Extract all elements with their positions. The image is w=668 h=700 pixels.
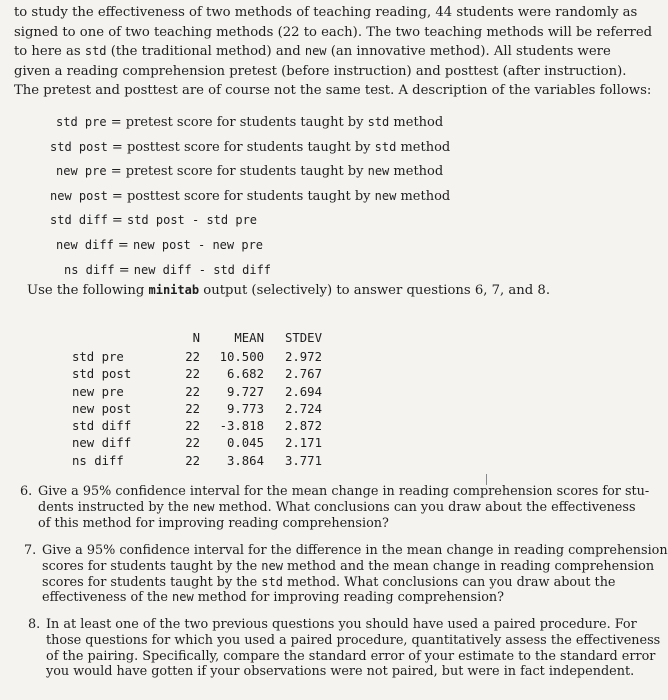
intro-paragraph <box>14 3 653 101</box>
question-6: 6. Give a 95% confidence interval for the mean change in reading comprehension scores for stu- dents instructed by the new method. What conclusions can you draw about the effectiveness of this method for improving reading comprehension? <box>20 484 650 531</box>
table-row: new diff 22 0.045 2.171 <box>72 436 322 451</box>
question-7: 7. Give a 95% confidence interval for the difference in the mean change in reading comprehension scores for students taught by the new method and the mean change in reading comprehension scores for students taught by the std method. What conclusions can you draw about the effectiveness of the new method for improving reading comprehension? <box>24 543 668 606</box>
intro-line: given a reading comprehension pretest (before instruction) and posttest (after instruction). <box>14 63 627 79</box>
intro-line: signed to one of two teaching methods (22 to each). The two teaching methods will be referred <box>14 24 653 40</box>
column-header: STDEV <box>284 331 322 345</box>
table-header-row <box>72 330 322 349</box>
instructions-line: Use the following minitab output (selectively) to answer questions 6, 7, and 8. <box>27 283 551 298</box>
table-row: ns diff 22 3.864 3.771 <box>72 453 322 468</box>
table-row: std pre 22 10.500 2.972 <box>72 350 322 364</box>
column-header: N <box>192 331 200 345</box>
table-row: new pre 22 9.727 2.694 <box>72 384 322 399</box>
column-header: MEAN <box>234 331 264 345</box>
variable-definition: std diff = std post - std pre <box>50 213 258 229</box>
intro-line: to here as std (the traditional method) and new (an innovative method). All students were <box>14 44 611 59</box>
table-row: new post 22 9.773 2.724 <box>72 401 322 416</box>
variable-definition: std post = posttest score for students taught by std method <box>50 139 451 155</box>
intro-line: to study the effectiveness of two methods of teaching reading, 44 students were randomly as <box>14 5 638 20</box>
question-8: 8. In at least one of the two previous questions you should have used a paired procedure. For those questions for which you used a paired procedure, quantitatively assess the effectiveness of the pairing. Specifically, compare the standard error of your estimate to the standard error you would have gotten if your observations were not paired, but were in fact independent. <box>28 617 661 680</box>
table-row: std post 22 6.682 2.767 <box>72 367 322 382</box>
intro-line: The pretest and posttest are of course not the same test. A description of the variables follows: <box>14 83 652 98</box>
minitab-output-table <box>72 330 322 470</box>
variable-definition: new diff = new post - new pre <box>56 237 264 253</box>
variable-definition: new post = posttest score for students taught by new method <box>50 188 451 204</box>
variable-definition: std pre = pretest score for students taught by std method <box>56 115 444 130</box>
variable-definition: new pre = pretest score for students taught by new method <box>56 164 444 180</box>
variable-definitions <box>50 110 451 282</box>
table-row: std diff 22 -3.818 2.872 <box>72 419 322 434</box>
variable-definition: ns diff = new diff - std diff <box>64 262 272 278</box>
